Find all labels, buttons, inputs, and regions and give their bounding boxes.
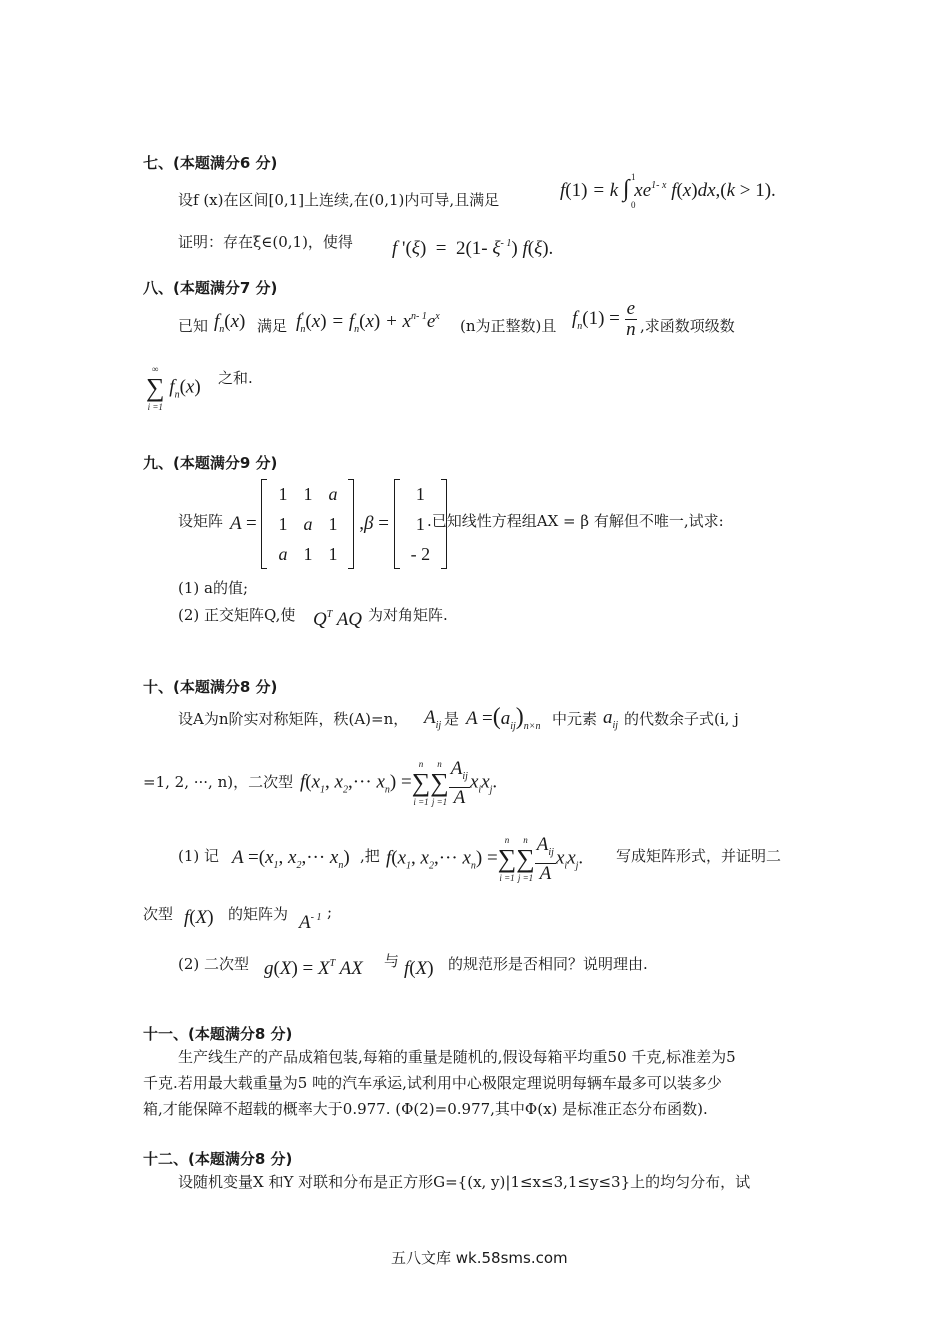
q9-intro: 设矩阵 (178, 512, 224, 530)
q12-heading: 十二、(本题满分8 分) (143, 1150, 293, 1168)
q10-item1-b: ,把 (360, 847, 380, 865)
matrix-a: 1 1 a 1 a 1 a 1 1 (261, 479, 354, 569)
q10-quadratic-form: $f(x_1$, $x_2,\cdot\cdot\cdot x_n$) = n ∑ i =1 n ∑ j =1 $\frac{A_{ij}}{A}$ $x_ix_j$. (300, 757, 498, 808)
q11-heading: 十一、(本题满分8 分) (143, 1025, 293, 1043)
q9-item2-suffix: 为对角矩阵. (368, 606, 448, 624)
q10-line1-a: 设A为n阶实对称矩阵，秩(A)=n， (178, 710, 409, 728)
q10-item1-d: 次型 (143, 905, 174, 923)
q9-qtaq: $Q^T$ AQ (313, 609, 363, 630)
q11-line-3: 箱,才能保障不超载的概率大于0.977. (Φ(2)=0.977,其中Φ(x) 是标准正态分布函数). (143, 1100, 708, 1118)
q8-text-a: 已知 (178, 317, 209, 335)
q11-line-1: 生产线生产的产品成箱包装,每箱的重量是随机的,假设每箱平均重50 千克,标准差为5 (178, 1048, 736, 1066)
q8-fn: $f_n(x)$ (214, 311, 246, 335)
q10-item1-f: ; (327, 903, 333, 921)
q9-condition: .已知线性方程组AX = β 有解但不唯一,试求: (427, 512, 724, 530)
q7-line1-text: 设f (x)在区间[0,1]上连续,在(0,1)内可导,且满足 (178, 191, 500, 209)
q10-line1-b: 是 (444, 710, 460, 728)
q10-item2-b: 与 (384, 952, 400, 970)
q10-heading: 十、(本题满分8 分) (143, 678, 278, 696)
q7-line1-formula: f(1) = k ∫ 1 0 $xe^{1- x}$ f(x)dx,(k > 1). (560, 172, 776, 210)
q10-line1-c: 中元素 (552, 710, 598, 728)
q8-equation: $f'_n(x) = f_n(x) + x^{n- 1}e^x$ (296, 311, 440, 335)
q12-line-1: 设随机变量X 和Y 对联和分布是正方形G={(x, y)|1≤x≤3,1≤y≤3}上的均匀分布，试 (178, 1173, 751, 1191)
q10-aij: $a_{ij}$ (603, 707, 619, 731)
q8-text-sum: 之和. (218, 369, 253, 387)
q10-line2-a: =1, 2, ···, n)，二次型 (143, 773, 294, 791)
q10-gx: $g(X) = X^T$ AX (264, 958, 363, 979)
q8-initial: $f_n(1)$ = $\frac{e}{n}$ (572, 298, 636, 340)
footer-watermark: 五八文库 wk.58sms.com (391, 1249, 568, 1267)
q10-a-matrix: $A =(a_{ij})_{n\times n}$ (466, 704, 541, 732)
q10-fx-2: f(X) (404, 958, 434, 979)
q10-x-vector: $A =(x_1$, $x_2,\cdot\cdot\cdot x_n$) (232, 847, 350, 871)
q7-line2-text: 证明：存在ξ∈(0,1)，使得 (178, 233, 353, 251)
q8-heading: 八、(本题满分7 分) (143, 279, 278, 297)
q9-item1: (1) a的值; (178, 579, 249, 597)
q10-item2-a: (2) 二次型 (178, 955, 250, 973)
q10-fx: f(X) (184, 907, 214, 928)
q8-text-b: 满足 (257, 317, 288, 335)
q7-line2-formula: f '(ξ) = 2(1- $\xi^{- 1}$) f(ξ). (392, 238, 554, 259)
q10-item2-c: 的规范形是否相同？说明理由. (448, 955, 648, 973)
vector-beta: 1 1 - 2 (394, 479, 448, 569)
q9-item2-text: (2) 正交矩阵Q,使 (178, 606, 296, 624)
q10-item1-a: (1) 记 (178, 847, 220, 865)
q8-text-cond: (n为正整数)且 (460, 317, 557, 335)
q10-line1-d: 的代数余子式(i, j (624, 710, 739, 728)
q7-heading: 七、(本题满分6 分) (143, 154, 278, 172)
q9-heading: 九、(本题满分9 分) (143, 454, 278, 472)
q11-line-2: 千克.若用最大载重量为5 吨的汽车承运,试利用中心极限定理说明每辆车最多可以装多少 (143, 1074, 722, 1092)
q10-item1-e: 的矩阵为 (228, 905, 289, 923)
q10-item1-c: 写成矩阵形式，并证明二 (616, 847, 782, 865)
q9-matrix-expression: A = 1 1 a 1 a 1 a 1 1 ,β = 1 1 - 2 (230, 479, 447, 569)
q10-a-inverse: $A^{- 1}$ (299, 912, 322, 933)
q8-text-suffix: ,求函数项级数 (640, 317, 735, 335)
q8-series: ∞ ∑ i =1 $f_n(x)$ (146, 364, 201, 412)
q10-quadratic-form-2: $f(x_1$, $x_2,\cdot\cdot\cdot x_n$) = n ∑ i =1 n ∑ j =1 $\frac{A_{ij}}{A}$ $x_ix_j$. (386, 833, 584, 884)
q10-aij-cofactor: $A_{ij}$ (424, 707, 442, 731)
